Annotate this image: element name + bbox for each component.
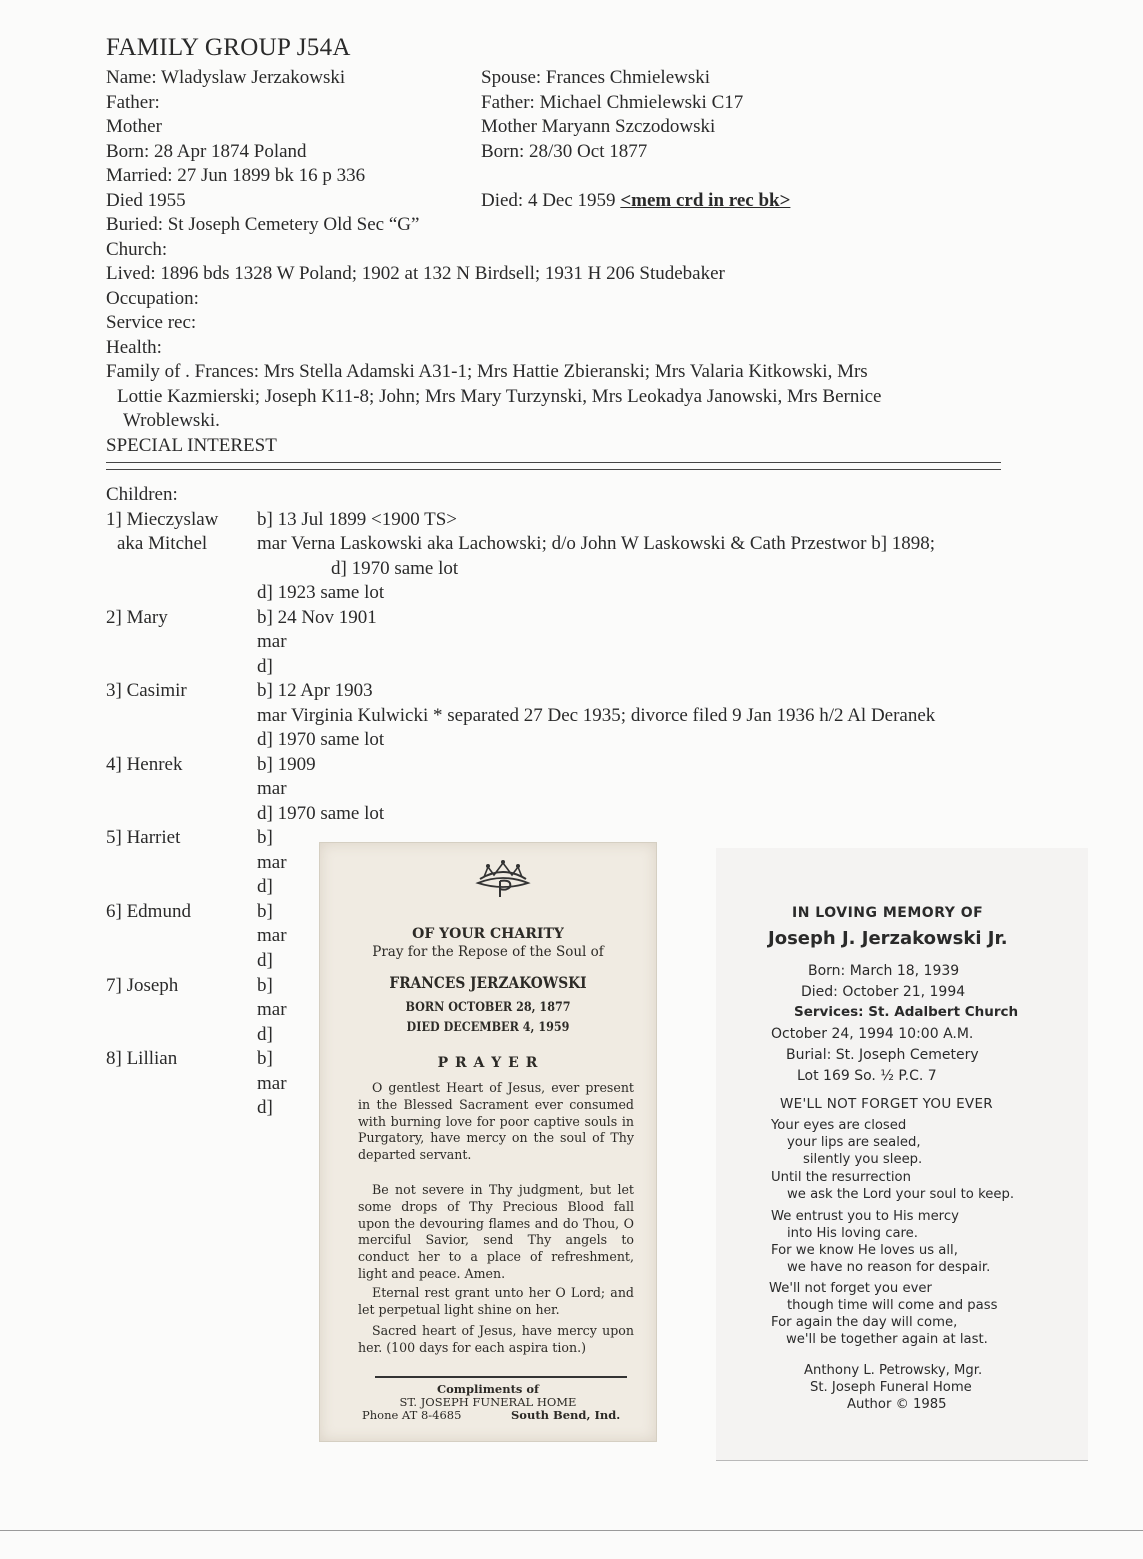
poem-line: we'll be together again at last. — [786, 1332, 988, 1347]
double-rule-separator — [106, 462, 1001, 470]
memorial-service-date: October 24, 1994 10:00 A.M. — [771, 1026, 974, 1042]
family-field-line1: Family of . Frances: Mrs Stella Adamski A31-1; Mrs Hattie Zbieranski; Mrs Valaria Kitkowski, Mrs — [106, 361, 868, 382]
child-1-alias: aka Mitchel — [117, 533, 208, 554]
poem-line: we ask the Lord your soul to keep. — [787, 1187, 1015, 1202]
memorial-card-link[interactable]: <mem crd in rec bk> — [620, 190, 791, 211]
child-7-married: mar — [257, 999, 287, 1020]
child-3-born: b] 12 Apr 1903 — [257, 680, 373, 701]
poem-line: Until the resurrection — [771, 1170, 911, 1185]
mother-field: Mother — [106, 116, 162, 137]
church-field: Church: — [106, 239, 168, 260]
memorial-funeral-home: St. Joseph Funeral Home — [810, 1380, 972, 1395]
child-1-married: mar Verna Laskowski aka Lachowski; d/o John W Laskowski & Cath Przestwor b] 1898; — [257, 533, 936, 554]
compliments-line: Compliments of — [436, 1382, 540, 1396]
spouse-died-text: Died: 4 Dec 1959 — [481, 190, 616, 211]
child-3-died: d] 1970 same lot — [257, 729, 385, 750]
child-1-spouse-died: d] 1970 same lot — [331, 558, 459, 579]
poem-line: For again the day will come, — [771, 1315, 958, 1330]
born-field: Born: 28 Apr 1874 Poland — [106, 141, 307, 162]
lived-field: Lived: 1896 bds 1328 W Poland; 1902 at 132 N Birdsell; 1931 H 206 Studebaker — [106, 263, 725, 284]
family-field-line3: Wroblewski. — [123, 410, 220, 431]
child-2-name: 2] Mary — [106, 607, 168, 628]
spouse-mother-field: Mother Maryann Szczodowski — [481, 116, 716, 137]
memorial-name: Joseph J. Jerzakowski Jr. — [768, 928, 1008, 949]
child-8-name: 8] Lillian — [106, 1048, 178, 1069]
poem-line: Your eyes are closed — [771, 1118, 907, 1133]
child-6-married: mar — [257, 925, 287, 946]
married-field: Married: 27 Jun 1899 bk 16 p 336 — [106, 165, 366, 186]
crown-emblem-icon — [470, 857, 536, 899]
child-3-married: mar Virginia Kulwicki * separated 27 Dec 1935; divorce filed 9 Jan 1936 h/2 Al Deranek — [257, 705, 936, 726]
charity-line: OF YOUR CHARITY — [412, 926, 564, 942]
born-date: BORN OCTOBER 28, 1877 — [405, 1000, 571, 1015]
buried-field: Buried: St Joseph Cemetery Old Sec “G” — [106, 214, 420, 235]
memorial-forget-heading: WE'LL NOT FORGET YOU EVER — [780, 1096, 993, 1112]
health-field: Health: — [106, 337, 162, 358]
memorial-manager: Anthony L. Petrowsky, Mgr. — [804, 1363, 983, 1378]
prayer-heading: P R A Y E R — [437, 1055, 539, 1071]
poem-line: though time will come and pass — [787, 1298, 998, 1313]
child-5-married: mar — [257, 852, 287, 873]
prayer-paragraph-3: Eternal rest grant unto her O Lord; and let perpetual light shine on her. — [358, 1285, 634, 1317]
child-2-born: b] 24 Nov 1901 — [257, 607, 377, 628]
poem-line: into His loving care. — [787, 1226, 918, 1241]
special-interest-label: SPECIAL INTEREST — [106, 435, 277, 456]
prayer-paragraph-1: O gentlest Heart of Jesus, ever present in the Blessed Sacrament ever consumed with burning love for poor captive souls in Purgatory, have mercy on the soul of Thy departed servant. — [358, 1080, 634, 1163]
memorial-lot: Lot 169 So. ½ P.C. 7 — [797, 1068, 937, 1084]
child-5-name: 5] Harriet — [106, 827, 181, 848]
phone-line: Phone AT 8-4685 — [362, 1408, 462, 1422]
memorial-card — [716, 848, 1088, 1461]
child-5-died: d] — [257, 876, 273, 897]
poem-line: We'll not forget you ever — [769, 1281, 932, 1296]
memory-heading: IN LOVING MEMORY OF — [792, 905, 984, 921]
poem-line: For we know He loves us all, — [771, 1243, 958, 1258]
child-3-name: 3] Casimir — [106, 680, 187, 701]
child-4-married: mar — [257, 778, 287, 799]
spouse-field: Spouse: Frances Chmielewski — [481, 67, 711, 88]
father-field: Father: — [106, 92, 160, 113]
occupation-field: Occupation: — [106, 288, 199, 309]
child-4-died: d] 1970 same lot — [257, 803, 385, 824]
poem-line: we have no reason for despair. — [787, 1260, 991, 1275]
poem-line: your lips are sealed, — [787, 1135, 921, 1150]
memorial-born: Born: March 18, 1939 — [808, 963, 960, 979]
poem-line: We entrust you to His mercy — [771, 1209, 959, 1224]
child-7-name: 7] Joseph — [106, 975, 179, 996]
memorial-services: Services: St. Adalbert Church — [794, 1004, 1019, 1020]
child-8-died: d] — [257, 1097, 273, 1118]
child-7-born: b] — [257, 975, 273, 996]
name-field: Name: Wladyslaw Jerzakowski — [106, 67, 346, 88]
child-4-name: 4] Henrek — [106, 754, 183, 775]
family-field-line2: Lottie Kazmierski; Joseph K11-8; John; Mrs Mary Turzynski, Mrs Leokadya Janowski, Mrs Bernice — [117, 386, 882, 407]
prayer-card — [319, 842, 657, 1442]
spouse-died-field — [481, 189, 790, 214]
children-label: Children: — [106, 484, 178, 505]
pray-line: Pray for the Repose of the Soul of — [372, 944, 604, 960]
child-8-born: b] — [257, 1048, 273, 1069]
memorial-burial: Burial: St. Joseph Cemetery — [786, 1047, 979, 1063]
prayer-paragraph-4: Sacred heart of Jesus, have mercy upon her. (100 days for each aspira tion.) — [358, 1323, 634, 1355]
scan-bottom-edge — [0, 1530, 1143, 1531]
child-6-died: d] — [257, 950, 273, 971]
child-2-married: mar — [257, 631, 287, 652]
memorial-died: Died: October 21, 1994 — [801, 984, 966, 1000]
spouse-father-field: Father: Michael Chmielewski C17 — [481, 92, 744, 113]
child-2-died: d] — [257, 656, 273, 677]
child-1-died: d] 1923 same lot — [257, 582, 385, 603]
died-field: Died 1955 — [106, 190, 186, 211]
spouse-born-field: Born: 28/30 Oct 1877 — [481, 141, 648, 162]
prayer-paragraph-2: Be not severe in Thy judgment, but let some drops of Thy Precious Blood fall upon the devouring flames and do Thou, O merciful Savior, send Thy angels to conduct her to a place of refreshment, light and peace. Amen. — [358, 1182, 634, 1281]
child-1-name: 1] Mieczyslaw — [106, 509, 219, 530]
child-1-born: b] 13 Jul 1899 <1900 TS> — [257, 509, 458, 530]
child-7-died: d] — [257, 1024, 273, 1045]
funeral-home-line: ST. JOSEPH FUNERAL HOME — [399, 1395, 577, 1409]
died-date: DIED DECEMBER 4, 1959 — [406, 1020, 570, 1035]
deceased-name: FRANCES JERZAKOWSKI — [389, 973, 587, 992]
prayer-card-rule — [375, 1376, 627, 1378]
service-field: Service rec: — [106, 312, 197, 333]
child-6-born: b] — [257, 901, 273, 922]
child-5-born: b] — [257, 827, 273, 848]
memorial-author: Author © 1985 — [847, 1397, 947, 1412]
child-8-married: mar — [257, 1073, 287, 1094]
poem-line: silently you sleep. — [803, 1152, 923, 1167]
child-6-name: 6] Edmund — [106, 901, 191, 922]
child-4-born: b] 1909 — [257, 754, 316, 775]
page-title: FAMILY GROUP J54A — [106, 34, 351, 61]
city-line: South Bend, Ind. — [511, 1408, 621, 1422]
